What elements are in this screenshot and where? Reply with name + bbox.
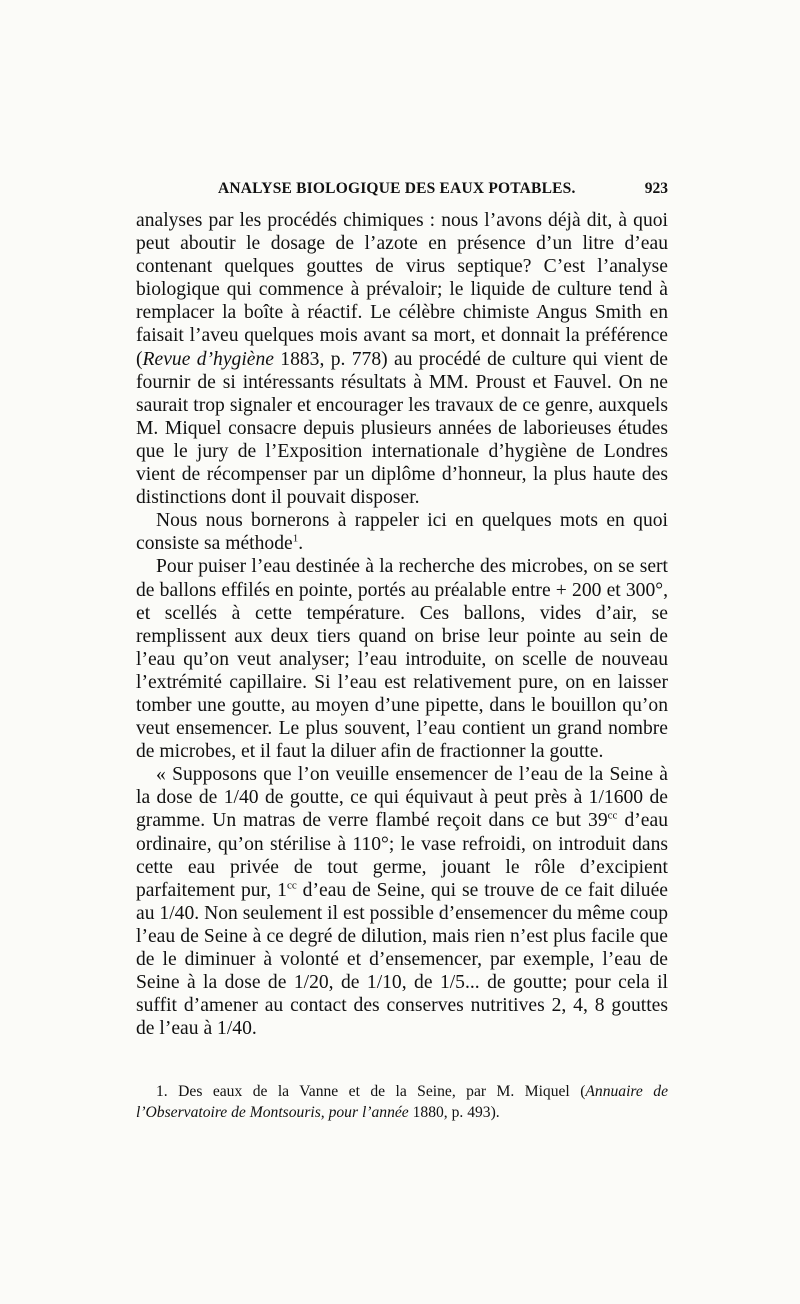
text-run: 1883, p. 778) au procédé de culture qui vient de fournir de si intéressants résultats à MM. Proust et Fauvel. On ne saurait trop signaler et encourager les travaux de ce genre, auxquels M. Miquel consacre depuis plusieurs années de laborieuses études que le jury de l’Exposition internationale d’hygiène de Londres vient de récompenser par un diplôme d’honneur, la plus haute des distinctions dont il pouvait disposer. <box>136 348 668 509</box>
italic-text: Annuaire de l’Observatoire de Montsouris, pour l’année <box>136 1083 669 1121</box>
text-run: d’eau de Seine, qui se trouve de ce fait diluée au 1/40. Non seulement il est possible d’ensemencer du même coup l’eau de Seine à ce degré de dilution, mais rien n’est plus facile que de le diminuer à volonté et d’ensemencer, par exemple, l’eau de Seine à la dose de 1/20, de 1/10, de 1/5... de goutte; pour cela il suffit d’amener au contact des conserves nutritives 2, 4, 8 gouttes de l’eau à 1/40. <box>136 879 668 1040</box>
paragraph <box>136 555 668 763</box>
superscript: cc <box>286 879 297 892</box>
superscript: 1 <box>292 532 299 545</box>
paragraph <box>136 509 668 555</box>
running-title: ANALYSE BIOLOGIQUE DES EAUX POTABLES. <box>218 180 576 197</box>
page-number: 923 <box>644 180 668 197</box>
italic-text: Revue d’hygiène <box>142 348 274 370</box>
text-run: Nous nous bornerons à rappeler ici en quelques mots en quoi consiste sa méthode <box>136 510 668 555</box>
text-run: 1. Des eaux de la Vanne et de la Seine, par M. Miquel ( <box>156 1083 586 1100</box>
footnotes <box>136 1081 668 1123</box>
text-run: « Supposons que l’on veuille ensemencer de l’eau de la Seine à la dose de 1/40 de goutte, ce qui équivaut à peut près à 1/1600 de gramme. Un matras de verre flambé reçoit dans ce but 39 <box>136 764 668 832</box>
footnote <box>136 1081 668 1123</box>
text-run: . <box>298 533 304 555</box>
superscript: cc <box>607 809 618 822</box>
text-run: d’eau ordinaire, qu’on stérilise à 110°; le vase refroidi, on introduit dans cette eau privée de tout germe, jouant le rôle d’excipient parfaitement pur, 1 <box>136 810 668 901</box>
text-run: Pour puiser l’eau destinée à la recherche des microbes, on se sert de ballons effilés en pointe, portés au préalable entre + 200 et 300°, et scellés à cette température. Ces ballons, vides d’air, se remplissent aux deux tiers quand on brise leur pointe au sein de l’eau qu’on veut analyser; l’eau introduite, on scelle de nouveau l’extrémité capillaire. Si l’eau est relativement pure, on en laisser tomber une goutte, au moyen d’une pipette, dans le bouillon qu’on veut ensemencer. Le plus souvent, l’eau contient un grand nombre de microbes, et il faut la diluer afin de fractionner la goutte. <box>136 556 668 763</box>
text-run: 1880, p. 493). <box>408 1104 500 1121</box>
running-header <box>132 180 668 204</box>
paragraph <box>136 209 668 509</box>
body-text <box>136 209 668 1040</box>
text-run: analyses par les procédés chimiques : nous l’avons déjà dit, à quoi peut aboutir le dosage de l’azote en présence d’un litre d’eau contenant quelques gouttes de virus septique? C’est l’analyse biologique qui commence à prévaloir; le liquide de culture tend à remplacer la boîte à réactif. Le célèbre chimiste Angus Smith en faisait l’aveu quelques mois avant sa mort, et donnait la préférence ( <box>136 210 668 370</box>
paragraph <box>136 763 668 1040</box>
